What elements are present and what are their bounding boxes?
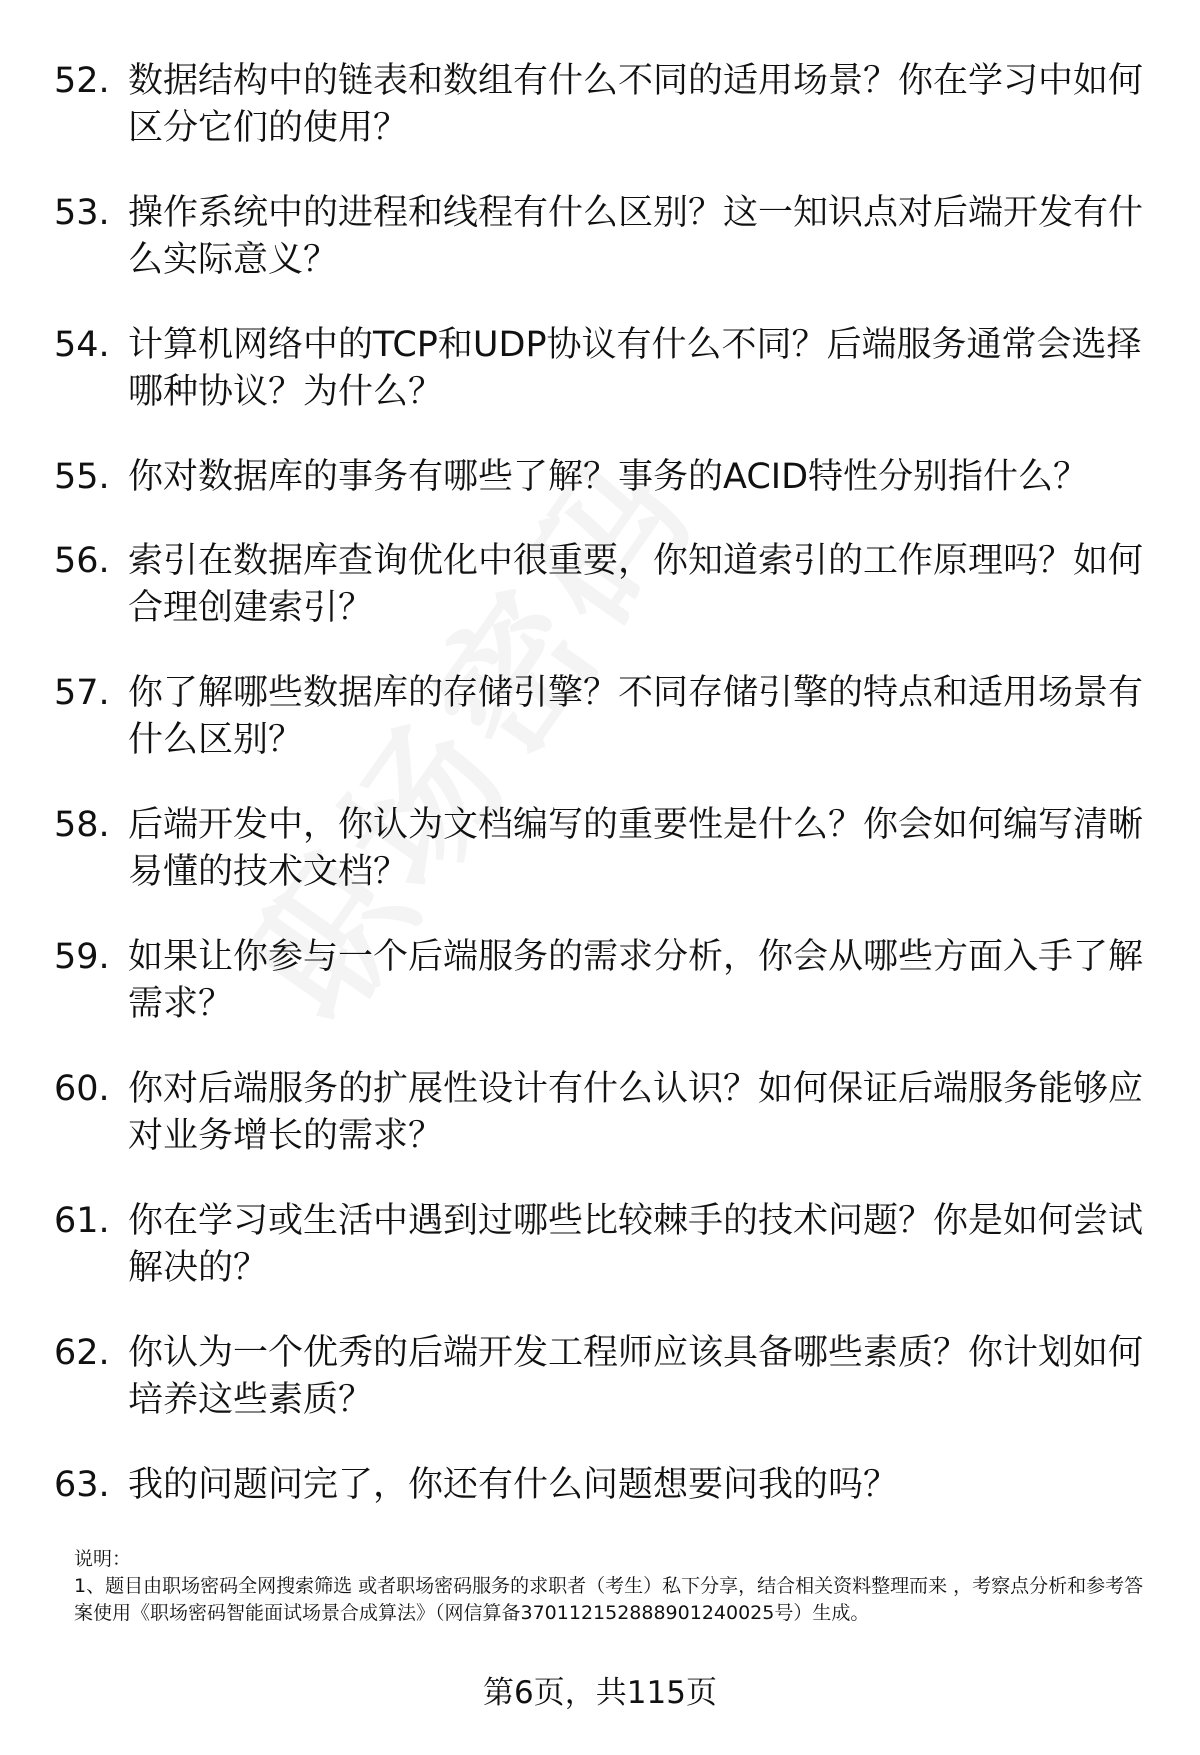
question-text: 如果让你参与一个后端服务的需求分析，你会从哪些方面入手了解需求？ (128, 937, 1144, 1024)
question-number: 62. (54, 1333, 110, 1373)
question-text: 后端开发中，你认为文档编写的重要性是什么？你会如何编写清晰易懂的技术文档？ (128, 805, 1144, 892)
question-number: 54. (54, 325, 110, 365)
question-number: 52. (54, 61, 110, 101)
question-text: 我的问题问完了，你还有什么问题想要问我的吗？ (128, 1465, 899, 1505)
question-text: 你对后端服务的扩展性设计有什么认识？如何保证后端服务能够应对业务增长的需求？ (128, 1069, 1144, 1156)
question-text: 你了解哪些数据库的存储引擎？不同存储引擎的特点和适用场景有什么区别？ (128, 673, 1144, 760)
question-text: 数据结构中的链表和数组有什么不同的适用场景？你在学习中如何区分它们的使用？ (128, 61, 1144, 148)
note-body: 1、题目由职场密码全网搜索筛选 或者职场密码服务的求职者（考生）私下分享，结合相关资料整理而来 ，考察点分析和参考答案使用《职场密码智能面试场景合成算法》（网信算备370112152888901240025号）生成。 (74, 1575, 1144, 1624)
question-text: 操作系统中的进程和线程有什么区别？这一知识点对后端开发有什么实际意义？ (128, 193, 1144, 280)
question-text: 索引在数据库查询优化中很重要，你知道索引的工作原理吗？如何合理创建索引？ (128, 541, 1144, 628)
question-number: 63. (54, 1465, 110, 1505)
question-item (54, 934, 1154, 1028)
question-text: 计算机网络中的TCP和UDP协议有什么不同？后端服务通常会选择哪种协议？为什么？ (128, 325, 1142, 412)
question-item (54, 670, 1154, 764)
question-item (54, 538, 1154, 632)
question-text: 你对数据库的事务有哪些了解？事务的ACID特性分别指什么？ (128, 457, 1089, 497)
question-item (54, 1066, 1154, 1160)
question-list (54, 58, 1154, 1546)
question-number: 56. (54, 541, 110, 581)
question-number: 58. (54, 805, 110, 845)
question-item (54, 1462, 1154, 1509)
question-number: 57. (54, 673, 110, 713)
question-number: 53. (54, 193, 110, 233)
explanation-note (74, 1546, 1154, 1627)
question-item (54, 1198, 1154, 1292)
question-number: 59. (54, 937, 110, 977)
question-item (54, 322, 1154, 416)
question-item (54, 802, 1154, 896)
question-number: 60. (54, 1069, 110, 1109)
question-item (54, 58, 1154, 152)
question-item (54, 454, 1154, 501)
question-number: 55. (54, 457, 110, 497)
question-text: 你认为一个优秀的后端开发工程师应该具备哪些素质？你计划如何培养这些素质？ (128, 1333, 1144, 1420)
question-text: 你在学习或生活中遇到过哪些比较棘手的技术问题？你是如何尝试解决的？ (128, 1201, 1144, 1288)
page-number-footer: 第6页，共115页 (483, 1675, 717, 1711)
question-item (54, 1330, 1154, 1424)
question-number: 61. (54, 1201, 110, 1241)
question-item (54, 190, 1154, 284)
note-heading: 说明： (74, 1548, 132, 1570)
